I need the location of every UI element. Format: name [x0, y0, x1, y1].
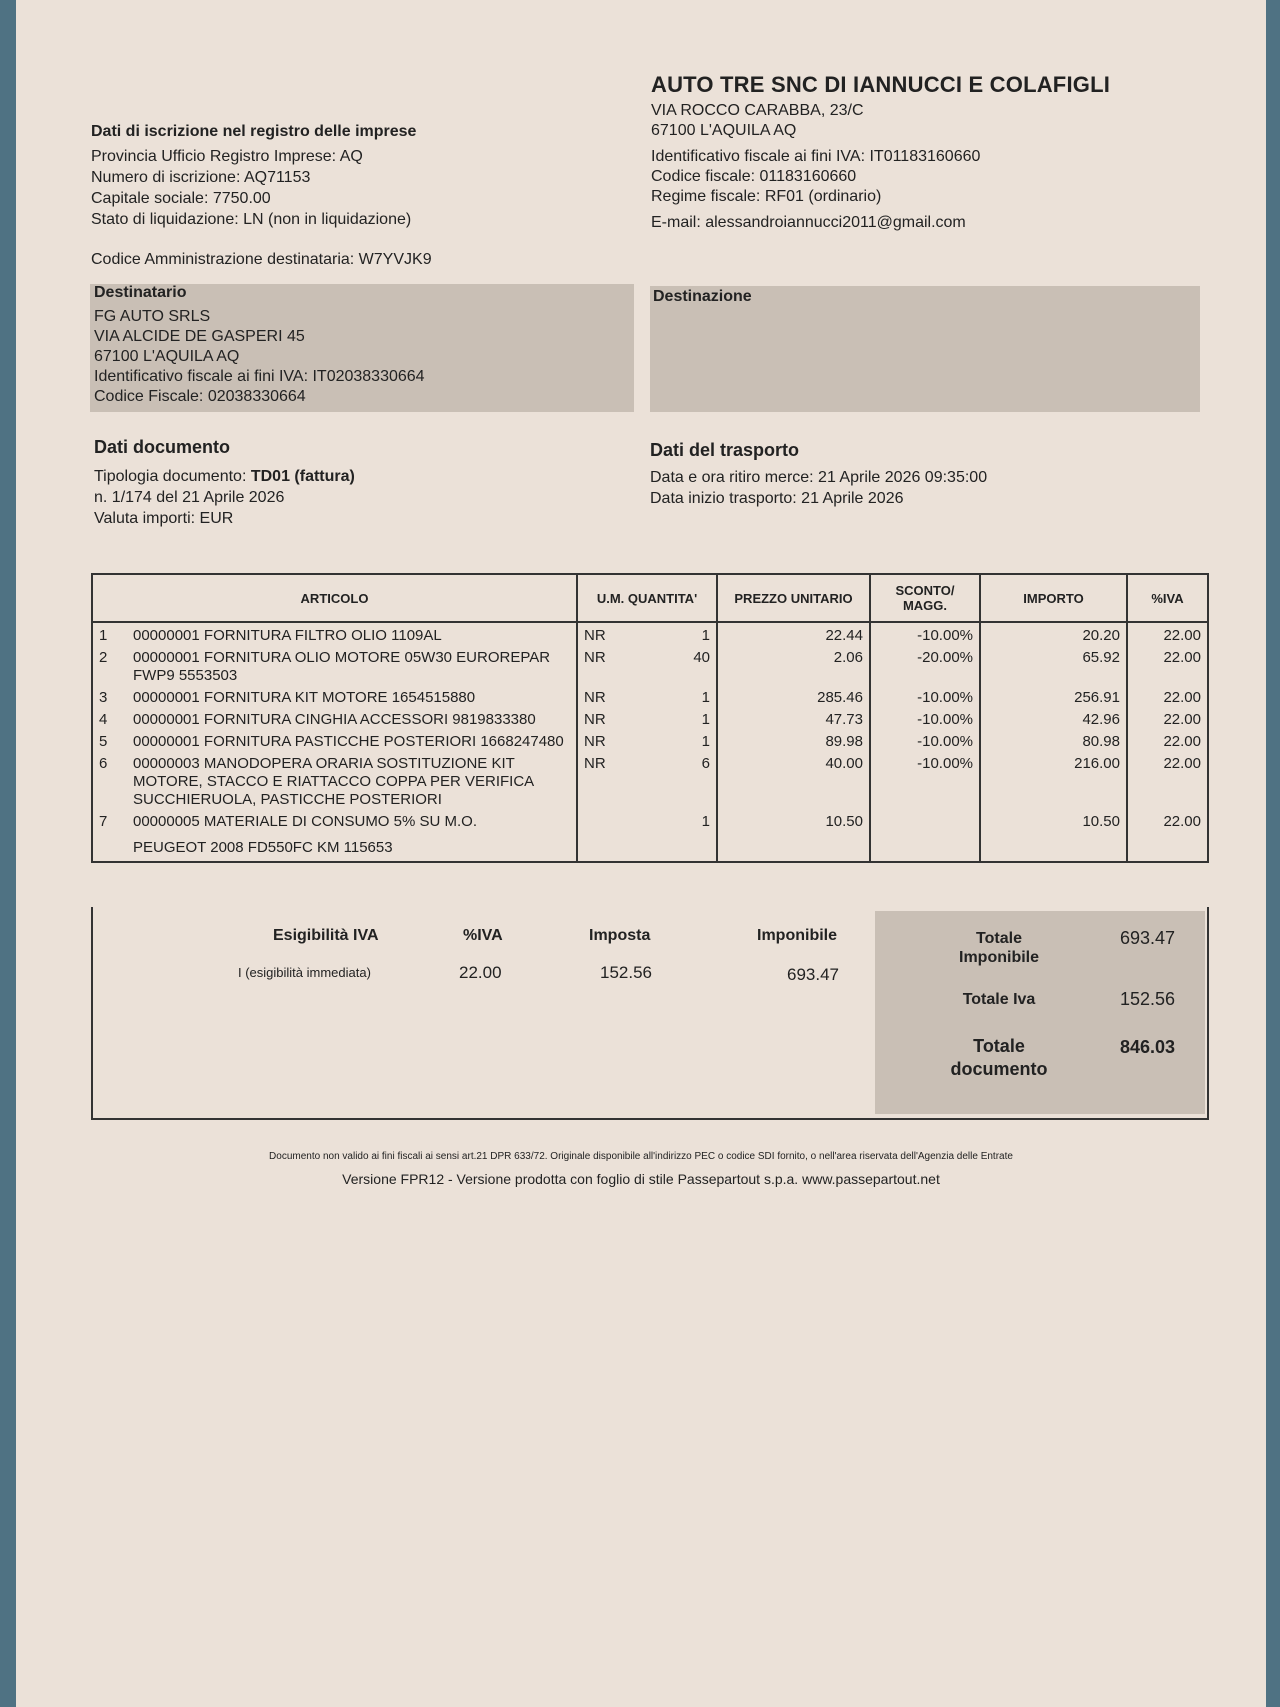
- summary-imponibile: 693.47: [787, 965, 839, 984]
- recipient-line: VIA ALCIDE DE GASPERI 45: [94, 328, 305, 345]
- row-price: 40.00: [717, 753, 870, 811]
- row-amount: 10.50: [980, 811, 1127, 833]
- total-vat-value: 152.56: [1119, 989, 1175, 1009]
- version-note: [16, 1171, 1266, 1187]
- summary-header-imposta: Imposta: [589, 927, 651, 944]
- row-vat: 22.00: [1127, 647, 1208, 687]
- col-header-articolo: ARTICOLO: [92, 574, 577, 622]
- row-um: NR: [584, 711, 606, 728]
- row-um: NR: [584, 627, 606, 644]
- row-number: 2: [99, 649, 108, 666]
- company-address-line2: 67100 L'AQUILA AQ: [651, 122, 797, 139]
- row-vat: 22.00: [1127, 753, 1208, 811]
- row-price: 10.50: [717, 811, 870, 833]
- row-discount: -20.00%: [870, 647, 980, 687]
- row-vat: 22.00: [1127, 709, 1208, 731]
- table-row: [92, 753, 1208, 811]
- recipient-line: Codice Fiscale: 02038330664: [94, 388, 306, 405]
- row-description: 00000001 FORNITURA OLIO MOTORE 05W30 EUROREPAR FWP9 5553503: [133, 649, 551, 684]
- row-number: [99, 839, 133, 857]
- row-price: 2.06: [717, 647, 870, 687]
- total-document-label-line2: documento: [950, 1059, 1048, 1079]
- table-header-row: [92, 574, 1208, 622]
- vat-summary: [91, 907, 1209, 1120]
- destination-title: Destinazione: [653, 288, 752, 305]
- row-discount: -10.00%: [870, 709, 980, 731]
- row-number: 1: [99, 627, 108, 644]
- registry-line: Numero di iscrizione: AQ71153: [91, 169, 311, 186]
- row-vat: 22.00: [1127, 622, 1208, 647]
- col-header-sconto: [870, 574, 980, 622]
- row-description: 00000001 FORNITURA CINGHIA ACCESSORI 9819833380: [133, 711, 536, 728]
- row-um: NR: [584, 755, 606, 772]
- row-amount: 256.91: [980, 687, 1127, 709]
- total-document-label: [909, 1035, 1089, 1081]
- row-vat: 22.00: [1127, 731, 1208, 753]
- registry-line: Capitale sociale: 7750.00: [91, 190, 271, 207]
- summary-header-iva: %IVA: [463, 927, 503, 944]
- recipient-line: 67100 L'AQUILA AQ: [94, 348, 240, 365]
- table-row: [92, 731, 1208, 753]
- company-tax-code: Codice fiscale: 01183160660: [651, 168, 857, 185]
- row-price: 89.98: [717, 731, 870, 753]
- row-number: 4: [99, 711, 108, 728]
- document-type-label: Tipologia documento:: [94, 468, 251, 485]
- recipient-title: Destinatario: [94, 284, 187, 301]
- row-amount: 42.96: [980, 709, 1127, 731]
- registry-line: Stato di liquidazione: LN (non in liquidazione): [91, 211, 412, 228]
- row-number: 6: [99, 755, 108, 772]
- table-row: [92, 687, 1208, 709]
- summary-header-esigibilita: Esigibilità IVA: [273, 927, 379, 944]
- document-title: Dati documento: [94, 437, 231, 457]
- recipient-line: Identificativo fiscale ai fini IVA: IT02038330664: [94, 368, 425, 385]
- totals-box: [875, 911, 1205, 1114]
- row-amount: 80.98: [980, 731, 1127, 753]
- transport-title: Dati del trasporto: [650, 440, 800, 460]
- table-row: [92, 647, 1208, 687]
- row-number: 3: [99, 689, 108, 706]
- total-taxable-label-line1: Totale: [976, 930, 1022, 947]
- row-discount: [870, 811, 980, 833]
- row-vat: 22.00: [1127, 687, 1208, 709]
- transport-pickup: Data e ora ritiro merce: 21 Aprile 2026 09:35:00: [650, 469, 988, 486]
- row-number: 5: [99, 733, 108, 750]
- row-amount: 216.00: [980, 753, 1127, 811]
- row-vat: 22.00: [1127, 811, 1208, 833]
- row-qty: 1: [701, 689, 710, 706]
- row-qty: 40: [693, 649, 710, 666]
- registry-title: Dati di iscrizione nel registro delle imprese: [91, 123, 417, 140]
- summary-esigibilita: I (esigibilità immediata): [238, 965, 371, 980]
- row-amount: 20.20: [980, 622, 1127, 647]
- table-row: [92, 622, 1208, 647]
- legal-note: Documento non valido ai fini fiscali ai sensi art.21 DPR 633/72. Originale disponibile all'indirizzo PEC o codice SDI fornito, o nell'area riservata dell'Agenzia delle Entrate: [269, 1151, 1013, 1162]
- row-qty: 1: [701, 711, 710, 728]
- row-price: 285.46: [717, 687, 870, 709]
- col-header-um-quantita: U.M. QUANTITA': [577, 574, 717, 622]
- table-row: [92, 811, 1208, 833]
- document-currency: Valuta importi: EUR: [94, 510, 234, 527]
- row-um: NR: [584, 689, 606, 706]
- destination-box: [650, 286, 1200, 412]
- row-discount: -10.00%: [870, 687, 980, 709]
- document-type-value: TD01 (fattura): [250, 468, 355, 485]
- row-discount: -10.00%: [870, 753, 980, 811]
- total-document-value: 846.03: [1119, 1037, 1175, 1057]
- summary-header-imponibile: Imponibile: [757, 927, 837, 944]
- row-description: 00000001 FORNITURA PASTICCHE POSTERIORI 1668247480: [133, 733, 564, 750]
- total-vat-label: Totale Iva: [962, 991, 1036, 1008]
- company-regime: Regime fiscale: RF01 (ordinario): [651, 188, 882, 205]
- row-discount: -10.00%: [870, 622, 980, 647]
- row-price: 47.73: [717, 709, 870, 731]
- document-number: n. 1/174 del 21 Aprile 2026: [94, 489, 285, 506]
- row-qty: 1: [701, 813, 710, 830]
- row-description: 00000001 FORNITURA FILTRO OLIO 1109AL: [133, 627, 442, 644]
- row-qty: 1: [701, 733, 710, 750]
- transport-start: Data inizio trasporto: 21 Aprile 2026: [650, 490, 904, 507]
- row-price: 22.44: [717, 622, 870, 647]
- company-vat: Identificativo fiscale ai fini IVA: IT01183160660: [651, 148, 981, 165]
- row-number: 7: [99, 813, 108, 830]
- row-um: NR: [584, 733, 606, 750]
- row-discount: -10.00%: [870, 731, 980, 753]
- col-header-sconto-line2: MAGG.: [902, 598, 948, 613]
- recipient-box: [90, 284, 634, 412]
- row-um: NR: [584, 649, 606, 666]
- total-taxable-label-line2: Imponibile: [959, 949, 1039, 966]
- registry-line: Provincia Ufficio Registro Imprese: AQ: [91, 148, 363, 165]
- company-name: AUTO TRE SNC DI IANNUCCI E COLAFIGLI: [651, 72, 1111, 97]
- invoice-page: [16, 0, 1266, 1707]
- recipient-line: FG AUTO SRLS: [94, 308, 211, 325]
- passepartout-link[interactable]: www.passepartout.net: [802, 1171, 940, 1187]
- table-row: [92, 709, 1208, 731]
- total-taxable-value: 693.47: [1119, 928, 1175, 948]
- row-description: 00000003 MANODOPERA ORARIA SOSTITUZIONE KIT MOTORE, STACCO E RIATTACCO COPPA PER VERIFICA SUCCHIERUOLA, PASTICCHE POSTERIORI: [133, 755, 534, 808]
- row-um: [584, 813, 702, 831]
- col-header-iva: %IVA: [1127, 574, 1208, 622]
- col-header-prezzo: PREZZO UNITARIO: [717, 574, 870, 622]
- summary-iva: 22.00: [459, 963, 502, 982]
- col-header-importo: IMPORTO: [980, 574, 1127, 622]
- company-email: E-mail: alessandroiannucci2011@gmail.com: [651, 214, 966, 231]
- total-taxable-label: [929, 929, 1069, 967]
- col-header-sconto-line1: SCONTO/: [895, 583, 955, 598]
- row-description: 00000001 FORNITURA KIT MOTORE 1654515880: [133, 689, 476, 706]
- document-type: [94, 467, 355, 487]
- version-text: Versione FPR12 - Versione prodotta con foglio di stile Passepartout s.p.a.: [342, 1171, 803, 1187]
- summary-imposta: 152.56: [600, 963, 652, 982]
- company-address-line1: VIA ROCCO CARABBA, 23/C: [651, 102, 864, 119]
- items-table: [91, 573, 1209, 863]
- table-row: [92, 833, 1208, 862]
- row-qty: 1: [701, 627, 710, 644]
- total-document-label-line1: Totale: [973, 1036, 1025, 1056]
- row-amount: 65.92: [980, 647, 1127, 687]
- row-description: 00000005 MATERIALE DI CONSUMO 5% SU M.O.: [133, 813, 477, 830]
- row-qty: 6: [701, 755, 710, 772]
- admin-code: Codice Amministrazione destinataria: W7YVJK9: [91, 251, 432, 268]
- row-description: PEUGEOT 2008 FD550FC KM 115653: [133, 839, 393, 856]
